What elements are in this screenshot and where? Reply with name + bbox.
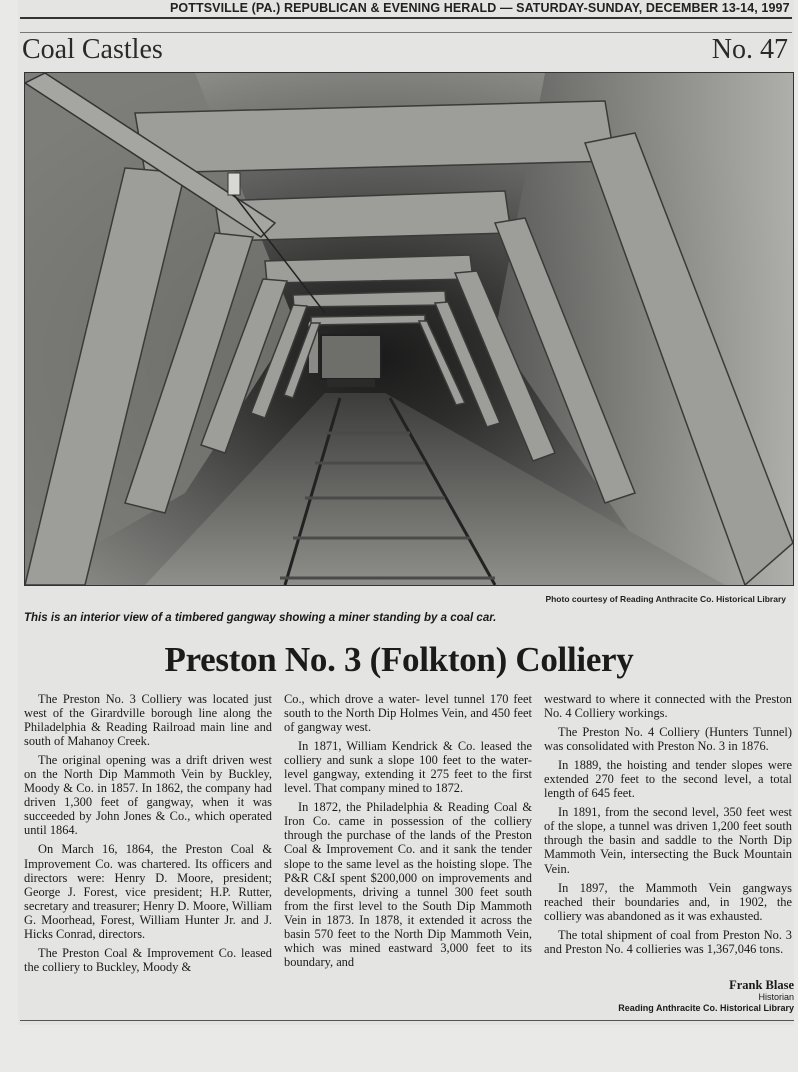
- section-rule: [20, 32, 792, 33]
- author-name: Frank Blase: [729, 978, 794, 992]
- photo-credit: Photo courtesy of Reading Anthracite Co. Historical Library: [545, 594, 786, 604]
- paragraph: The Preston No. 3 Colliery was located just west of the Girardville borough line along the Philadelphia & Reading Railroad main line and south of Mahanoy Creek.: [24, 692, 272, 749]
- series-title: Coal Castles: [22, 34, 163, 65]
- author-title: Historian: [758, 992, 794, 1002]
- article-column-3: [544, 692, 792, 1022]
- paragraph: In 1872, the Philadelphia & Reading Coal & Iron Co. came in possession of the colliery through the purchase of the lands of the Preston Coal & Improvement Co. and it sank the tender slope to the same level as the hoisting slope. The P&R C&I spent $200,000 on improvements and developments, driving a tunnel 300 feet south from the first level to the South Dip Mammoth Vein in 1873. In 1878, it extended it across the basin 570 feet to the North Dip Mammoth Vein, which was mined eastward 3,000 feet to its boundary, and: [284, 800, 532, 969]
- paragraph: Co., which drove a water- level tunnel 170 feet south to the North Dip Holmes Vein, and 450 feet of gangway west.: [284, 692, 532, 735]
- photo-caption: This is an interior view of a timbered gangway showing a miner standing by a coal car.: [24, 612, 497, 624]
- paragraph: In 1897, the Mammoth Vein gangways reached their boundaries and, in 1902, the colliery was abandoned as it was exhausted.: [544, 880, 792, 923]
- paragraph: The Preston Coal & Improvement Co. leased the colliery to Buckley, Moody &: [24, 945, 272, 974]
- bottom-rule: [20, 1020, 794, 1021]
- paragraph: In 1889, the hoisting and tender slopes were extended 270 feet to the second level, a total length of 645 feet.: [544, 758, 792, 801]
- author-organization: Reading Anthracite Co. Historical Library: [618, 1003, 794, 1013]
- mine-gangway-photo: [24, 72, 794, 586]
- series-number: No. 47: [711, 34, 788, 65]
- masthead-rule: [20, 17, 792, 19]
- article-headline: Preston No. 3 (Folkton) Colliery: [164, 640, 634, 679]
- paragraph: westward to where it connected with the Preston No. 4 Colliery workings.: [544, 692, 792, 721]
- paragraph: The Preston No. 4 Colliery (Hunters Tunnel) was consolidated with Preston No. 3 in 1876.: [544, 725, 792, 754]
- paragraph: In 1871, William Kendrick & Co. leased the colliery and sunk a slope 100 feet to the water-level gangway, extending it 275 feet to the first level. That company mined to 1872.: [284, 739, 532, 796]
- article-column-2: [284, 692, 532, 1022]
- paragraph: In 1891, from the second level, 350 feet west of the slope, a tunnel was driven 1,200 feet south through the basin and saddle to the North Dip Mammoth Vein, intersecting the Buck Mountain Vein.: [544, 805, 792, 876]
- paragraph: On March 16, 1864, the Preston Coal & Improvement Co. was chartered. Its officers and directors were: Henry D. Moore, president; George J. Forest, vice president; H.P. Rutter, secretary and treasurer; Henry D. Moore, William G. Moorhead, Forest, William Hunter Jr. and J. Hicks Conrad, directors.: [24, 842, 272, 941]
- paragraph: The total shipment of coal from Preston No. 3 and Preston No. 4 collieries was 1,367,046 tons.: [544, 927, 792, 956]
- article-column-1: [24, 692, 272, 1022]
- masthead: POTTSVILLE (PA.) REPUBLICAN & EVENING HERALD — SATURDAY-SUNDAY, DECEMBER 13-14, 1997: [170, 1, 790, 15]
- article-body: [24, 692, 792, 1022]
- paragraph: The original opening was a drift driven west on the North Dip Mammoth Vein by Buckley, Moody & Co. in 1857. In 1862, the company had driven 1,300 feet of gangway, when it was succeeded by John Jones & Co., which operated until 1864.: [24, 753, 272, 838]
